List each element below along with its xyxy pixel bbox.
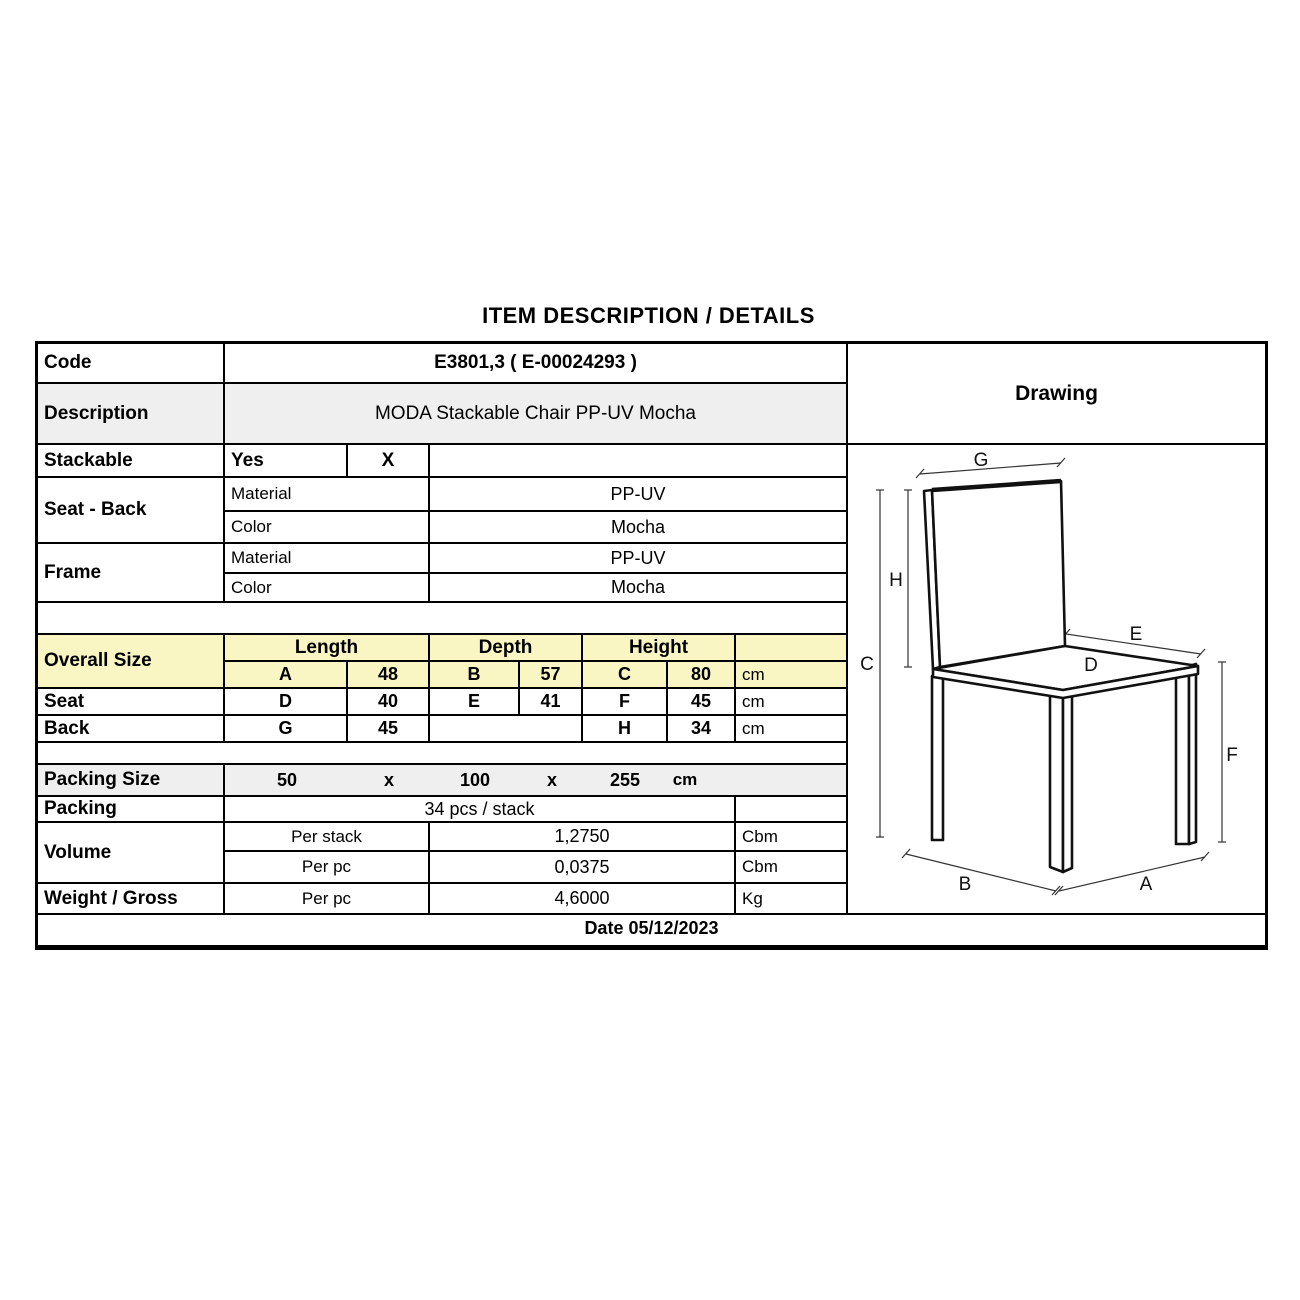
weight-value: 4,6000 [430,884,736,915]
dim-label-d: D [1084,655,1098,676]
seat-c3: F [583,689,668,716]
packing-size-depth: 100 [459,769,491,790]
seat-v3: 45 [668,689,736,716]
frame-label: Frame [38,544,225,603]
overall-unit: cm [736,662,848,689]
packing-size-unit: cm [672,770,698,789]
frame-color-label: Color [225,574,430,603]
overall-c1: A [225,662,348,689]
seat-back-material-value: PP-UV [430,478,848,512]
volume-unit-2: Cbm [736,852,848,884]
weight-key: Per pc [225,884,430,915]
packing-value: 34 pcs / stack [225,797,736,823]
dim-label-b: B [958,874,972,895]
seat-row-label: Seat [38,689,225,716]
packing-unit-empty [736,797,848,823]
packing-size-x1: x [383,769,394,790]
seat-back-material-label: Material [225,478,430,512]
seat-v2: 41 [520,689,583,716]
weight-unit: Kg [736,884,848,915]
header-length: Length [225,635,430,662]
back-left-leg [932,674,943,840]
packing-size-x2: x [546,769,557,790]
back-c3: H [583,716,668,743]
back-empty [430,716,583,743]
frame-material-value: PP-UV [430,544,848,574]
back-row-label: Back [38,716,225,743]
packing-size-width: 50 [276,769,298,790]
overall-v3: 80 [668,662,736,689]
dim-label-a: A [1139,874,1153,895]
seat-c1: D [225,689,348,716]
header-height: Height [583,635,736,662]
seat-back-label: Seat - Back [38,478,225,544]
packing-label: Packing [38,797,225,823]
spacer-row [38,743,848,765]
seat-back-color-value: Mocha [430,512,848,544]
volume-unit-1: Cbm [736,823,848,852]
chair-drawing-svg [848,445,1265,914]
spec-table [35,341,1268,950]
chair-outline [924,481,1198,872]
back-unit: cm [736,716,848,743]
header-unit-empty [736,635,848,662]
drawing-cell [848,445,1265,915]
front-right-leg-face2 [1189,664,1196,844]
drawing-header: Drawing [848,344,1265,445]
spacer-row [38,603,848,635]
volume-key-2: Per pc [225,852,430,884]
backrest-front-face [932,481,1065,667]
overall-size-label: Overall Size [38,635,225,689]
description-value: MODA Stackable Chair PP-UV Mocha [225,384,848,445]
dim-label-f: F [1226,745,1238,766]
front-right-leg-face1 [1176,666,1189,844]
seat-c2: E [430,689,520,716]
packing-size-label: Packing Size [38,765,225,797]
header-depth: Depth [430,635,583,662]
front-left-leg-face2 [1063,688,1072,872]
stackable-answer: Yes [225,445,348,478]
stackable-empty [430,445,848,478]
code-value: E3801,3 ( E-00024293 ) [225,344,848,384]
dim-label-e: E [1129,624,1143,645]
stackable-mark: X [348,445,430,478]
back-c1: G [225,716,348,743]
front-left-leg-face1 [1050,691,1063,872]
weight-label: Weight / Gross [38,884,225,915]
volume-value-2: 0,0375 [430,852,736,884]
seat-back-color-label: Color [225,512,430,544]
seat-v1: 40 [348,689,430,716]
overall-v1: 48 [348,662,430,689]
volume-value-1: 1,2750 [430,823,736,852]
date-row: Date 05/12/2023 [584,918,719,938]
seat-unit: cm [736,689,848,716]
description-label: Description [38,384,225,445]
packing-size-value [225,765,848,797]
packing-size-height: 255 [609,769,641,790]
overall-c3: C [583,662,668,689]
back-v1: 45 [348,716,430,743]
overall-v2: 57 [520,662,583,689]
stackable-label: Stackable [38,445,225,478]
volume-label: Volume [38,823,225,884]
dim-label-c: C [860,654,874,675]
page-title: ITEM DESCRIPTION / DETAILS [482,303,815,328]
volume-key-1: Per stack [225,823,430,852]
frame-material-label: Material [225,544,430,574]
dim-label-g: G [973,450,989,471]
frame-color-value: Mocha [430,574,848,603]
code-label: Code [38,344,225,384]
back-v3: 34 [668,716,736,743]
dim-label-h: H [889,570,903,591]
overall-c2: B [430,662,520,689]
